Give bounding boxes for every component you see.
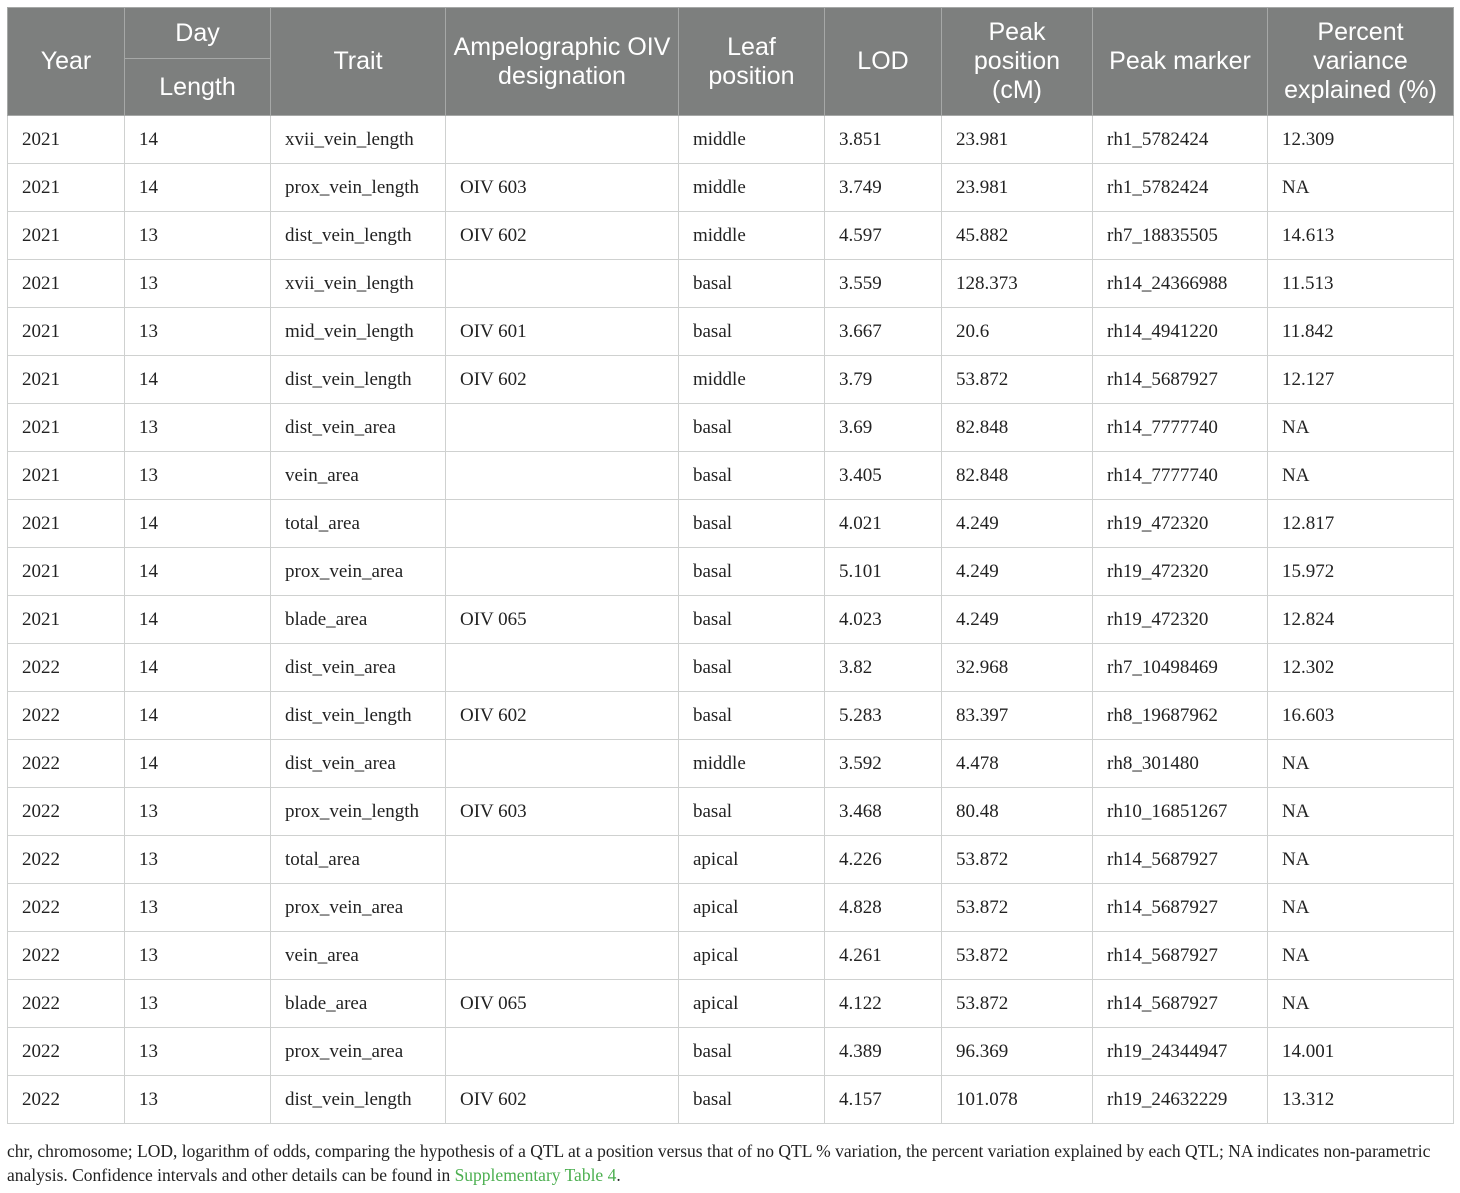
cell-peak-marker: rh14_7777740 bbox=[1093, 404, 1268, 452]
cell-day-length: 14 bbox=[125, 500, 271, 548]
cell-oiv-designation: OIV 602 bbox=[446, 692, 679, 740]
table-row bbox=[8, 692, 1454, 740]
cell-leaf-position: basal bbox=[679, 1028, 825, 1076]
cell-peak-position: 53.872 bbox=[942, 356, 1093, 404]
cell-trait: dist_vein_area bbox=[271, 644, 446, 692]
footnote-end: . bbox=[616, 1165, 621, 1185]
cell-lod: 4.389 bbox=[825, 1028, 942, 1076]
table-row bbox=[8, 164, 1454, 212]
cell-peak-marker: rh7_10498469 bbox=[1093, 644, 1268, 692]
cell-leaf-position: basal bbox=[679, 1076, 825, 1124]
col-header-day: Day bbox=[125, 8, 271, 59]
cell-percent-variance: NA bbox=[1268, 164, 1454, 212]
table-row bbox=[8, 740, 1454, 788]
cell-day-length: 13 bbox=[125, 980, 271, 1028]
cell-year: 2021 bbox=[8, 260, 125, 308]
cell-day-length: 13 bbox=[125, 404, 271, 452]
cell-year: 2021 bbox=[8, 116, 125, 164]
cell-oiv-designation: OIV 603 bbox=[446, 788, 679, 836]
cell-lod: 3.592 bbox=[825, 740, 942, 788]
cell-lod: 4.157 bbox=[825, 1076, 942, 1124]
table-row bbox=[8, 212, 1454, 260]
col-header-variance: Percent variance explained (%) bbox=[1268, 8, 1454, 116]
cell-peak-position: 32.968 bbox=[942, 644, 1093, 692]
table-row bbox=[8, 404, 1454, 452]
cell-leaf-position: basal bbox=[679, 788, 825, 836]
cell-peak-marker: rh1_5782424 bbox=[1093, 164, 1268, 212]
cell-lod: 4.021 bbox=[825, 500, 942, 548]
cell-oiv-designation: OIV 602 bbox=[446, 1076, 679, 1124]
cell-lod: 3.559 bbox=[825, 260, 942, 308]
cell-percent-variance: 14.613 bbox=[1268, 212, 1454, 260]
cell-leaf-position: middle bbox=[679, 740, 825, 788]
cell-peak-position: 101.078 bbox=[942, 1076, 1093, 1124]
cell-percent-variance: NA bbox=[1268, 932, 1454, 980]
cell-leaf-position: basal bbox=[679, 452, 825, 500]
cell-peak-position: 4.249 bbox=[942, 500, 1093, 548]
cell-peak-position: 82.848 bbox=[942, 452, 1093, 500]
cell-peak-position: 53.872 bbox=[942, 884, 1093, 932]
cell-peak-marker: rh14_5687927 bbox=[1093, 356, 1268, 404]
cell-lod: 3.82 bbox=[825, 644, 942, 692]
table-row bbox=[8, 116, 1454, 164]
cell-peak-marker: rh1_5782424 bbox=[1093, 116, 1268, 164]
cell-lod: 4.261 bbox=[825, 932, 942, 980]
cell-leaf-position: basal bbox=[679, 260, 825, 308]
cell-year: 2022 bbox=[8, 980, 125, 1028]
cell-trait: mid_vein_length bbox=[271, 308, 446, 356]
cell-lod: 5.283 bbox=[825, 692, 942, 740]
cell-percent-variance: 13.312 bbox=[1268, 1076, 1454, 1124]
cell-percent-variance: NA bbox=[1268, 740, 1454, 788]
table-header bbox=[8, 8, 1454, 116]
cell-oiv-designation bbox=[446, 500, 679, 548]
cell-trait: prox_vein_area bbox=[271, 1028, 446, 1076]
cell-oiv-designation bbox=[446, 932, 679, 980]
cell-year: 2021 bbox=[8, 452, 125, 500]
table-row bbox=[8, 500, 1454, 548]
cell-peak-marker: rh7_18835505 bbox=[1093, 212, 1268, 260]
cell-peak-position: 53.872 bbox=[942, 836, 1093, 884]
cell-day-length: 14 bbox=[125, 596, 271, 644]
cell-trait: total_area bbox=[271, 500, 446, 548]
cell-trait: dist_vein_length bbox=[271, 692, 446, 740]
cell-leaf-position: basal bbox=[679, 500, 825, 548]
cell-year: 2022 bbox=[8, 884, 125, 932]
cell-lod: 3.468 bbox=[825, 788, 942, 836]
cell-trait: dist_vein_length bbox=[271, 212, 446, 260]
cell-percent-variance: NA bbox=[1268, 404, 1454, 452]
cell-trait: blade_area bbox=[271, 596, 446, 644]
cell-peak-marker: rh14_4941220 bbox=[1093, 308, 1268, 356]
cell-day-length: 13 bbox=[125, 836, 271, 884]
table-row bbox=[8, 596, 1454, 644]
cell-peak-position: 4.249 bbox=[942, 596, 1093, 644]
cell-year: 2022 bbox=[8, 692, 125, 740]
cell-day-length: 13 bbox=[125, 212, 271, 260]
cell-day-length: 14 bbox=[125, 116, 271, 164]
cell-peak-position: 23.981 bbox=[942, 116, 1093, 164]
cell-peak-position: 82.848 bbox=[942, 404, 1093, 452]
cell-day-length: 13 bbox=[125, 1028, 271, 1076]
cell-year: 2021 bbox=[8, 404, 125, 452]
cell-leaf-position: middle bbox=[679, 212, 825, 260]
cell-percent-variance: 15.972 bbox=[1268, 548, 1454, 596]
cell-trait: dist_vein_length bbox=[271, 356, 446, 404]
cell-oiv-designation: OIV 065 bbox=[446, 980, 679, 1028]
col-header-length: Length bbox=[125, 59, 271, 116]
cell-peak-marker: rh19_24632229 bbox=[1093, 1076, 1268, 1124]
cell-lod: 3.851 bbox=[825, 116, 942, 164]
cell-day-length: 13 bbox=[125, 788, 271, 836]
cell-trait: prox_vein_length bbox=[271, 788, 446, 836]
cell-day-length: 14 bbox=[125, 740, 271, 788]
cell-peak-position: 80.48 bbox=[942, 788, 1093, 836]
col-header-peak-position: Peak position (cM) bbox=[942, 8, 1093, 116]
cell-percent-variance: 12.824 bbox=[1268, 596, 1454, 644]
table-row bbox=[8, 548, 1454, 596]
cell-day-length: 13 bbox=[125, 452, 271, 500]
cell-oiv-designation: OIV 602 bbox=[446, 212, 679, 260]
cell-trait: vein_area bbox=[271, 932, 446, 980]
table-row bbox=[8, 932, 1454, 980]
cell-year: 2021 bbox=[8, 500, 125, 548]
cell-leaf-position: basal bbox=[679, 596, 825, 644]
cell-peak-marker: rh19_472320 bbox=[1093, 500, 1268, 548]
table-row bbox=[8, 260, 1454, 308]
cell-percent-variance: 12.302 bbox=[1268, 644, 1454, 692]
cell-peak-position: 20.6 bbox=[942, 308, 1093, 356]
cell-oiv-designation bbox=[446, 644, 679, 692]
cell-oiv-designation: OIV 601 bbox=[446, 308, 679, 356]
cell-leaf-position: basal bbox=[679, 692, 825, 740]
cell-day-length: 14 bbox=[125, 548, 271, 596]
col-header-peak-marker: Peak marker bbox=[1093, 8, 1268, 116]
cell-trait: xvii_vein_length bbox=[271, 260, 446, 308]
table-body bbox=[8, 116, 1454, 1124]
cell-trait: dist_vein_area bbox=[271, 404, 446, 452]
cell-year: 2021 bbox=[8, 596, 125, 644]
cell-leaf-position: basal bbox=[679, 548, 825, 596]
table-row bbox=[8, 356, 1454, 404]
cell-oiv-designation bbox=[446, 404, 679, 452]
cell-peak-marker: rh10_16851267 bbox=[1093, 788, 1268, 836]
cell-percent-variance: 16.603 bbox=[1268, 692, 1454, 740]
cell-peak-position: 23.981 bbox=[942, 164, 1093, 212]
cell-peak-position: 53.872 bbox=[942, 932, 1093, 980]
col-header-trait: Trait bbox=[271, 8, 446, 116]
cell-peak-position: 53.872 bbox=[942, 980, 1093, 1028]
cell-year: 2022 bbox=[8, 1028, 125, 1076]
cell-leaf-position: apical bbox=[679, 980, 825, 1028]
table-row bbox=[8, 644, 1454, 692]
col-header-lod: LOD bbox=[825, 8, 942, 116]
cell-day-length: 14 bbox=[125, 644, 271, 692]
table-row bbox=[8, 452, 1454, 500]
table-row bbox=[8, 836, 1454, 884]
table-row bbox=[8, 884, 1454, 932]
cell-day-length: 13 bbox=[125, 260, 271, 308]
cell-lod: 3.69 bbox=[825, 404, 942, 452]
cell-day-length: 14 bbox=[125, 356, 271, 404]
cell-lod: 5.101 bbox=[825, 548, 942, 596]
table-row bbox=[8, 308, 1454, 356]
cell-oiv-designation bbox=[446, 1028, 679, 1076]
cell-year: 2021 bbox=[8, 308, 125, 356]
cell-oiv-designation bbox=[446, 116, 679, 164]
cell-year: 2021 bbox=[8, 164, 125, 212]
cell-trait: dist_vein_area bbox=[271, 740, 446, 788]
cell-oiv-designation bbox=[446, 740, 679, 788]
cell-percent-variance: 12.817 bbox=[1268, 500, 1454, 548]
cell-year: 2022 bbox=[8, 1076, 125, 1124]
cell-percent-variance: 12.309 bbox=[1268, 116, 1454, 164]
cell-oiv-designation: OIV 602 bbox=[446, 356, 679, 404]
cell-lod: 4.226 bbox=[825, 836, 942, 884]
cell-day-length: 13 bbox=[125, 932, 271, 980]
qtl-table-container bbox=[7, 7, 1453, 1124]
table-footnote bbox=[7, 1139, 1453, 1187]
cell-percent-variance: 11.842 bbox=[1268, 308, 1454, 356]
cell-year: 2022 bbox=[8, 740, 125, 788]
qtl-table bbox=[7, 7, 1454, 1124]
cell-peak-position: 128.373 bbox=[942, 260, 1093, 308]
cell-trait: xvii_vein_length bbox=[271, 116, 446, 164]
col-header-leaf-position: Leaf position bbox=[679, 8, 825, 116]
cell-lod: 3.79 bbox=[825, 356, 942, 404]
cell-day-length: 14 bbox=[125, 164, 271, 212]
cell-trait: dist_vein_length bbox=[271, 1076, 446, 1124]
cell-peak-position: 4.249 bbox=[942, 548, 1093, 596]
cell-percent-variance: NA bbox=[1268, 980, 1454, 1028]
cell-peak-marker: rh14_5687927 bbox=[1093, 932, 1268, 980]
cell-oiv-designation bbox=[446, 836, 679, 884]
cell-day-length: 14 bbox=[125, 692, 271, 740]
cell-year: 2021 bbox=[8, 356, 125, 404]
cell-leaf-position: apical bbox=[679, 836, 825, 884]
cell-trait: prox_vein_length bbox=[271, 164, 446, 212]
cell-day-length: 13 bbox=[125, 308, 271, 356]
table-row bbox=[8, 1028, 1454, 1076]
cell-peak-position: 45.882 bbox=[942, 212, 1093, 260]
cell-lod: 4.828 bbox=[825, 884, 942, 932]
cell-oiv-designation: OIV 603 bbox=[446, 164, 679, 212]
cell-peak-marker: rh8_19687962 bbox=[1093, 692, 1268, 740]
cell-peak-position: 4.478 bbox=[942, 740, 1093, 788]
cell-lod: 3.405 bbox=[825, 452, 942, 500]
cell-leaf-position: middle bbox=[679, 356, 825, 404]
cell-oiv-designation bbox=[446, 260, 679, 308]
cell-leaf-position: middle bbox=[679, 116, 825, 164]
cell-leaf-position: basal bbox=[679, 308, 825, 356]
cell-percent-variance: NA bbox=[1268, 452, 1454, 500]
cell-year: 2022 bbox=[8, 788, 125, 836]
table-row bbox=[8, 788, 1454, 836]
cell-trait: prox_vein_area bbox=[271, 884, 446, 932]
cell-trait: blade_area bbox=[271, 980, 446, 1028]
cell-year: 2021 bbox=[8, 548, 125, 596]
cell-peak-position: 83.397 bbox=[942, 692, 1093, 740]
cell-day-length: 13 bbox=[125, 884, 271, 932]
cell-percent-variance: NA bbox=[1268, 884, 1454, 932]
cell-leaf-position: basal bbox=[679, 404, 825, 452]
cell-peak-marker: rh14_24366988 bbox=[1093, 260, 1268, 308]
table-row bbox=[8, 980, 1454, 1028]
cell-percent-variance: 14.001 bbox=[1268, 1028, 1454, 1076]
cell-peak-marker: rh14_5687927 bbox=[1093, 980, 1268, 1028]
supplementary-table-link[interactable]: Supplementary Table 4 bbox=[454, 1165, 617, 1185]
cell-leaf-position: apical bbox=[679, 884, 825, 932]
cell-lod: 3.667 bbox=[825, 308, 942, 356]
cell-peak-marker: rh19_24344947 bbox=[1093, 1028, 1268, 1076]
cell-lod: 4.597 bbox=[825, 212, 942, 260]
cell-peak-marker: rh14_5687927 bbox=[1093, 884, 1268, 932]
cell-peak-marker: rh14_7777740 bbox=[1093, 452, 1268, 500]
cell-trait: vein_area bbox=[271, 452, 446, 500]
cell-percent-variance: 11.513 bbox=[1268, 260, 1454, 308]
cell-peak-position: 96.369 bbox=[942, 1028, 1093, 1076]
cell-peak-marker: rh19_472320 bbox=[1093, 596, 1268, 644]
cell-trait: prox_vein_area bbox=[271, 548, 446, 596]
cell-peak-marker: rh14_5687927 bbox=[1093, 836, 1268, 884]
cell-lod: 4.023 bbox=[825, 596, 942, 644]
cell-year: 2022 bbox=[8, 932, 125, 980]
col-header-oiv: Ampelographic OIV designation bbox=[446, 8, 679, 116]
cell-year: 2022 bbox=[8, 644, 125, 692]
cell-oiv-designation bbox=[446, 452, 679, 500]
col-header-year: Year bbox=[8, 8, 125, 116]
cell-year: 2021 bbox=[8, 212, 125, 260]
cell-leaf-position: middle bbox=[679, 164, 825, 212]
cell-oiv-designation: OIV 065 bbox=[446, 596, 679, 644]
cell-lod: 4.122 bbox=[825, 980, 942, 1028]
cell-day-length: 13 bbox=[125, 1076, 271, 1124]
cell-leaf-position: apical bbox=[679, 932, 825, 980]
cell-leaf-position: basal bbox=[679, 644, 825, 692]
cell-oiv-designation bbox=[446, 548, 679, 596]
cell-percent-variance: NA bbox=[1268, 836, 1454, 884]
cell-peak-marker: rh19_472320 bbox=[1093, 548, 1268, 596]
cell-trait: total_area bbox=[271, 836, 446, 884]
cell-peak-marker: rh8_301480 bbox=[1093, 740, 1268, 788]
cell-percent-variance: 12.127 bbox=[1268, 356, 1454, 404]
cell-lod: 3.749 bbox=[825, 164, 942, 212]
table-row bbox=[8, 1076, 1454, 1124]
footnote-text: chr, chromosome; LOD, logarithm of odds, comparing the hypothesis of a QTL at a position versus that of no QTL % variation, the percent variation explained by each QTL; NA indicates non-parametric analysis. Confidence intervals and other details can be found in bbox=[7, 1141, 1431, 1185]
cell-oiv-designation bbox=[446, 884, 679, 932]
cell-year: 2022 bbox=[8, 836, 125, 884]
cell-percent-variance: NA bbox=[1268, 788, 1454, 836]
